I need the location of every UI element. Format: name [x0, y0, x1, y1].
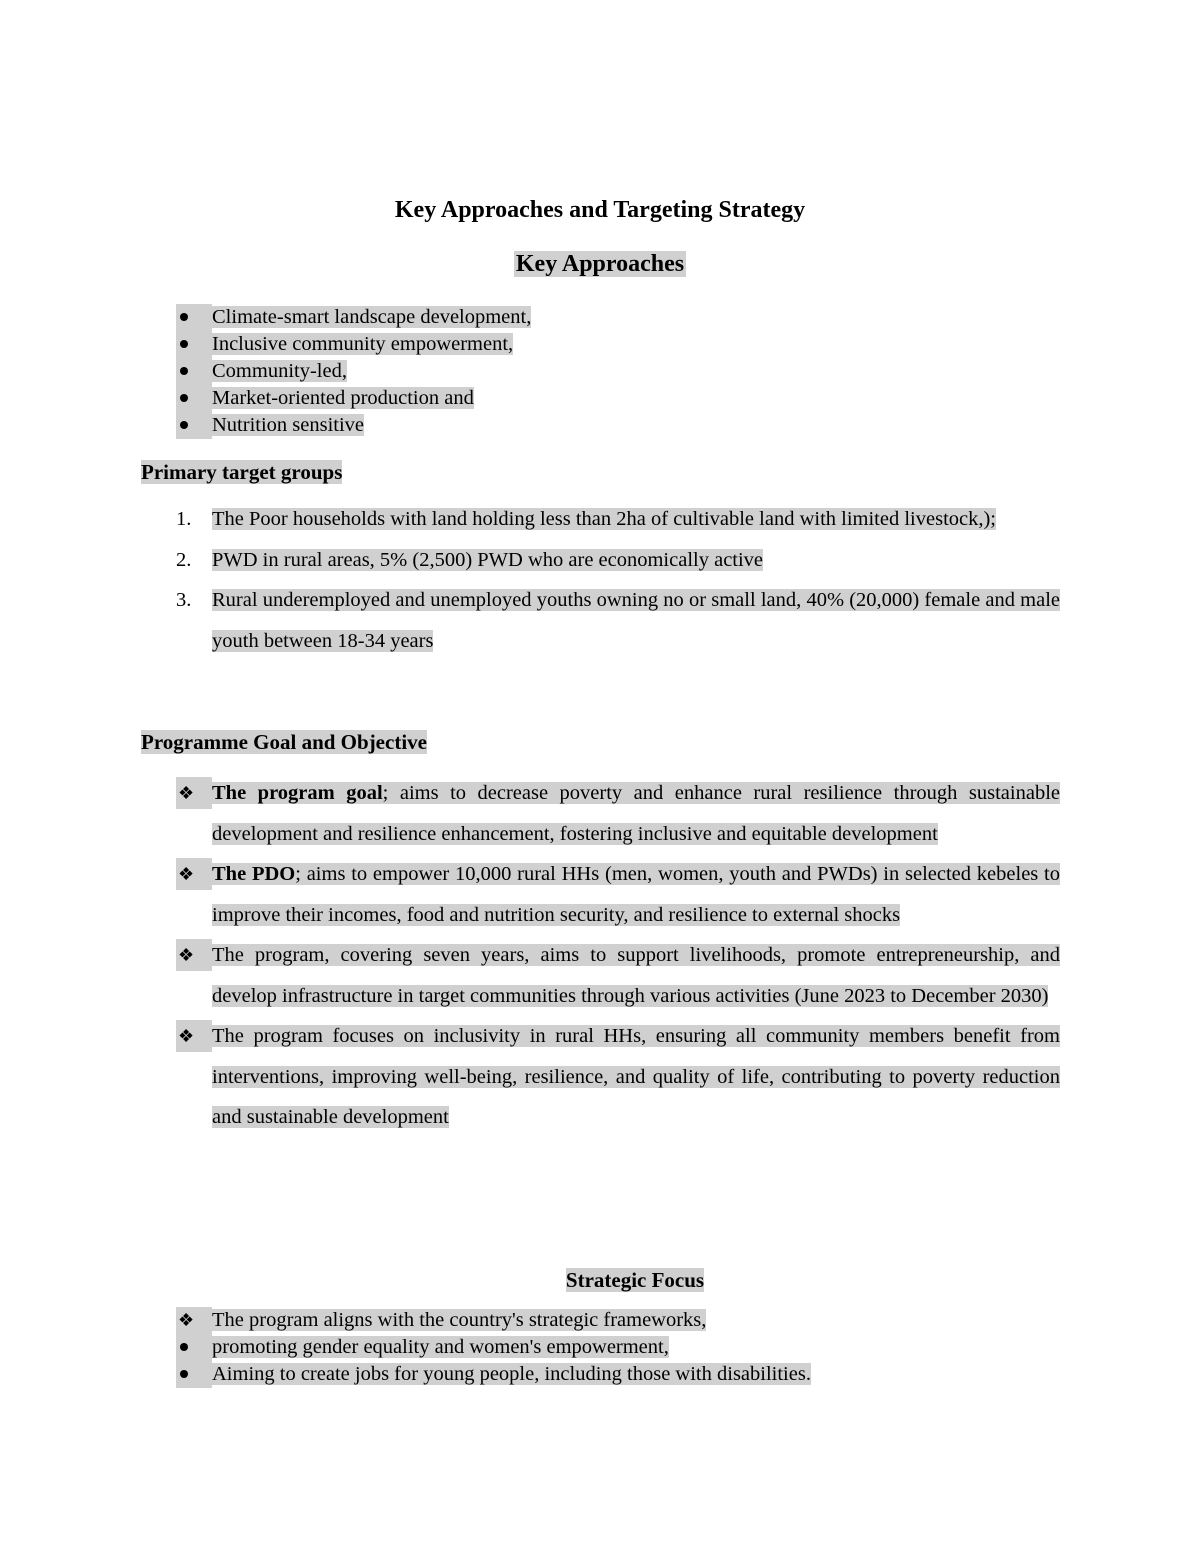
key-approaches-heading-wrap: [0, 248, 1200, 280]
list-item: [176, 935, 1060, 1016]
diamond-bullet-icon: ❖: [176, 1307, 212, 1334]
list-item: Climate-smart landscape development,: [212, 306, 532, 328]
list-item-text: The program goal; aims to decrease poverty and enhance rural resilience through sustainable development and resilience enhancement, fostering inclusive and equitable development: [212, 782, 1060, 845]
item-bold-label: The program goal: [212, 782, 383, 804]
list-item: Nutrition sensitive: [212, 414, 365, 436]
bullet-icon: [176, 331, 212, 358]
bullet-icon: [176, 1361, 212, 1388]
bullet-icon: [176, 304, 212, 331]
list-item: Market-oriented production and: [212, 387, 474, 409]
key-approaches-heading: Key Approaches: [515, 251, 685, 277]
list-item: Community-led,: [212, 360, 347, 382]
list-item: [176, 499, 1060, 540]
list-item-text: The Poor households with land holding less than 2ha of cultivable land with limited livestock,);: [212, 508, 997, 530]
bullet-icon: [176, 358, 212, 385]
list-item: The program aligns with the country's strategic frameworks,: [212, 1309, 707, 1331]
list-number: 2.: [176, 548, 192, 571]
list-item: Aiming to create jobs for young people, including those with disabilities.: [212, 1363, 811, 1385]
list-number: 3.: [176, 589, 192, 611]
list-item: Inclusive community empowerment,: [212, 333, 514, 355]
list-item: [176, 1016, 1060, 1138]
bullet-icon: [176, 385, 212, 412]
list-item-text: The program, covering seven years, aims to support livelihoods, promote entrepreneurship, and develop infrastructure in target communities through various activities (June 2023 to December 2030): [212, 944, 1060, 1007]
list-item: promoting gender equality and women's empowerment,: [212, 1336, 669, 1358]
bullet-icon: [176, 412, 212, 439]
list-number: 1.: [176, 508, 192, 530]
primary-target-heading: Primary target groups: [141, 460, 343, 484]
diamond-bullet-icon: ❖: [176, 939, 212, 971]
list-item-text: PWD in rural areas, 5% (2,500) PWD who are economically active: [212, 548, 764, 571]
diamond-bullet-icon: ❖: [176, 858, 212, 890]
list-item-text: Rural underemployed and unemployed youths owning no or small land, 40% (20,000) female and male youth between 18-34 years: [212, 589, 1060, 652]
bullet-icon: [176, 1334, 212, 1361]
programme-heading: Programme Goal and Objective: [141, 730, 427, 754]
list-item: [176, 773, 1060, 854]
list-item-text: The program focuses on inclusivity in rural HHs, ensuring all community members benefit from interventions, improving well-being, resilience, and quality of life, contributing to poverty reduction and sustainable development: [212, 1025, 1060, 1128]
list-item: [176, 854, 1060, 935]
list-item: [176, 580, 1060, 661]
document-title: Key Approaches and Targeting Strategy: [394, 197, 806, 223]
item-bold-label: The PDO: [212, 863, 296, 885]
list-item-text: The PDO; aims to empower 10,000 rural HHs (men, women, youth and PWDs) in selected kebeles to improve their incomes, food and nutrition security, and resilience to external shocks: [212, 863, 1060, 926]
diamond-bullet-icon: ❖: [176, 777, 212, 809]
list-item: [176, 540, 1060, 581]
primary-target-list: [176, 499, 1060, 661]
strategic-focus-heading: Strategic Focus: [565, 1268, 705, 1292]
diamond-bullet-icon: ❖: [176, 1020, 212, 1052]
programme-list: [176, 773, 1060, 1138]
